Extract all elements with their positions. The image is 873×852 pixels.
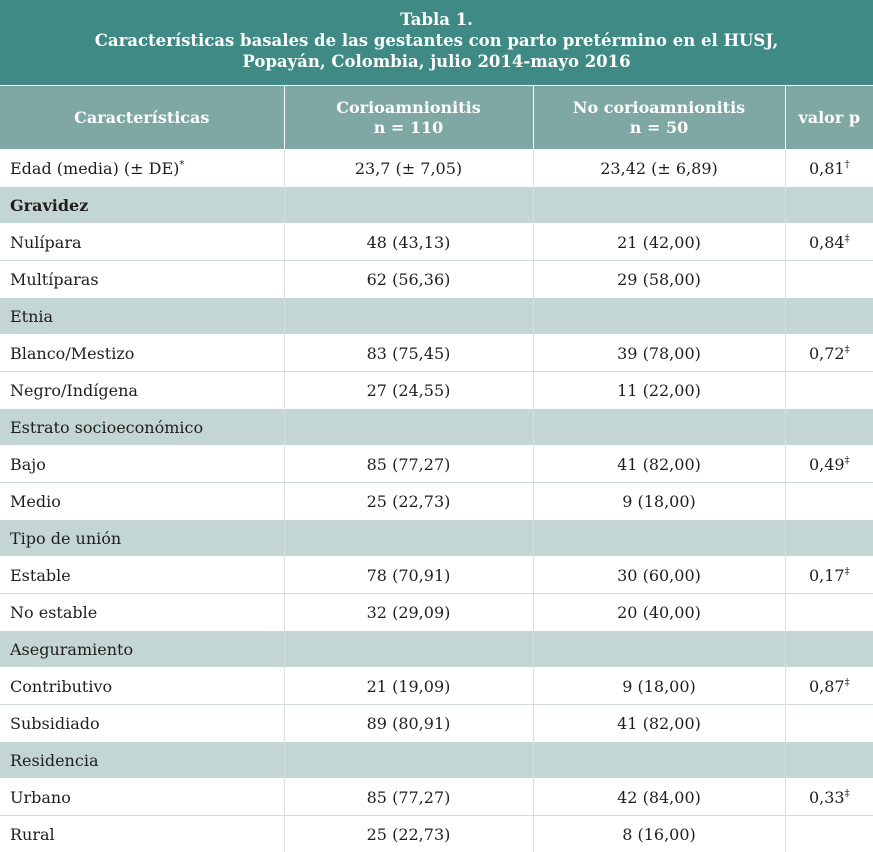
- row-label: Contributivo: [0, 668, 284, 705]
- cell-no-chorioamnionitis: 39 (78,00): [533, 335, 785, 372]
- header-no-chorioamnionitis-label: No corioamnionitis: [534, 98, 785, 118]
- footnote-mark: ‡: [845, 566, 850, 577]
- group-label: Aseguramiento: [0, 631, 284, 668]
- cell-no-chorioamnionitis: 8 (16,00): [533, 816, 785, 852]
- cell-no-chorioamnionitis: 30 (60,00): [533, 557, 785, 594]
- group-label: Gravidez: [0, 187, 284, 224]
- cell-chorioamnionitis: 89 (80,91): [284, 705, 533, 742]
- row-label: Nulípara: [0, 224, 284, 261]
- cell-p-value: 0,72‡: [785, 335, 873, 372]
- table-row-blanco: [0, 335, 873, 372]
- row-label: Bajo: [0, 446, 284, 483]
- group-label: Etnia: [0, 298, 284, 335]
- footnote-mark: ‡: [845, 455, 850, 466]
- cell-chorioamnionitis: 21 (19,09): [284, 668, 533, 705]
- row-label: Subsidiado: [0, 705, 284, 742]
- table-row-rural: [0, 816, 873, 852]
- table-row-medio: [0, 483, 873, 520]
- row-label: Urbano: [0, 779, 284, 816]
- group-row-gravidez: [0, 187, 873, 224]
- table-row-nulipara: [0, 224, 873, 261]
- header-no-chorioamnionitis: [533, 86, 785, 150]
- group-row-estrato: [0, 409, 873, 446]
- cell-chorioamnionitis: 32 (29,09): [284, 594, 533, 631]
- group-row-residencia: [0, 742, 873, 779]
- cell-chorioamnionitis: 25 (22,73): [284, 483, 533, 520]
- cell-p-value: [785, 372, 873, 409]
- cell-p-value: [785, 816, 873, 852]
- footnote-mark: †: [845, 159, 850, 170]
- cell-no-chorioamnionitis: 9 (18,00): [533, 483, 785, 520]
- table-title-line-2: Popayán, Colombia, julio 2014-mayo 2016: [0, 51, 873, 72]
- cell-p-value: [785, 705, 873, 742]
- table-row-contributivo: [0, 668, 873, 705]
- header-row: [0, 86, 873, 150]
- cell-p-value: [785, 594, 873, 631]
- group-label: Residencia: [0, 742, 284, 779]
- cell-no-chorioamnionitis: 11 (22,00): [533, 372, 785, 409]
- header-no-chorioamnionitis-n: n = 50: [534, 118, 785, 138]
- row-label: Rural: [0, 816, 284, 852]
- cell-no-chorioamnionitis: 9 (18,00): [533, 668, 785, 705]
- cell-no-chorioamnionitis: 42 (84,00): [533, 779, 785, 816]
- table-row-urbano: [0, 779, 873, 816]
- cell-no-chorioamnionitis: 23,42 (± 6,89): [533, 150, 785, 187]
- cell-p-value: [785, 483, 873, 520]
- cell-no-chorioamnionitis: 41 (82,00): [533, 446, 785, 483]
- row-label: Negro/Indígena: [0, 372, 284, 409]
- footnote-mark: *: [179, 159, 184, 170]
- cell-no-chorioamnionitis: 20 (40,00): [533, 594, 785, 631]
- cell-chorioamnionitis: 62 (56,36): [284, 261, 533, 298]
- cell-no-chorioamnionitis: 21 (42,00): [533, 224, 785, 261]
- table-row-negro: [0, 372, 873, 409]
- footnote-mark: ‡: [845, 677, 850, 688]
- cell-p-value: 0,84‡: [785, 224, 873, 261]
- group-label: Estrato socioeconómico: [0, 409, 284, 446]
- row-label: Multíparas: [0, 261, 284, 298]
- row-label: Medio: [0, 483, 284, 520]
- cell-no-chorioamnionitis: 29 (58,00): [533, 261, 785, 298]
- table-title-line-1: Características basales de las gestantes con parto pretérmino en el HUSJ,: [0, 30, 873, 51]
- cell-chorioamnionitis: 85 (77,27): [284, 779, 533, 816]
- cell-p-value: [785, 261, 873, 298]
- cell-chorioamnionitis: 48 (43,13): [284, 224, 533, 261]
- cell-p-value: 0,33‡: [785, 779, 873, 816]
- footnote-mark: ‡: [845, 233, 850, 244]
- cell-p-value: 0,17‡: [785, 557, 873, 594]
- footnote-mark: ‡: [845, 788, 850, 799]
- header-chorioamnionitis: [284, 86, 533, 150]
- table-title: [0, 0, 873, 86]
- cell-chorioamnionitis: 85 (77,27): [284, 446, 533, 483]
- cell-chorioamnionitis: 25 (22,73): [284, 816, 533, 852]
- row-label: Estable: [0, 557, 284, 594]
- row-label: Edad (media) (± DE)*: [0, 150, 284, 187]
- cell-p-value: 0,49‡: [785, 446, 873, 483]
- header-p-value: valor p: [785, 86, 873, 150]
- table-row-edad: [0, 150, 873, 187]
- characteristics-table: [0, 86, 873, 852]
- table-row-estable: [0, 557, 873, 594]
- cell-chorioamnionitis: 27 (24,55): [284, 372, 533, 409]
- cell-no-chorioamnionitis: 41 (82,00): [533, 705, 785, 742]
- cell-chorioamnionitis: 23,7 (± 7,05): [284, 150, 533, 187]
- header-chorioamnionitis-label: Corioamnionitis: [285, 98, 533, 118]
- table-row-subsidiado: [0, 705, 873, 742]
- row-label: Blanco/Mestizo: [0, 335, 284, 372]
- footnote-mark: ‡: [845, 344, 850, 355]
- header-characteristics: Características: [0, 86, 284, 150]
- cell-chorioamnionitis: 78 (70,91): [284, 557, 533, 594]
- group-row-aseguramiento: [0, 631, 873, 668]
- table-row-no-estable: [0, 594, 873, 631]
- group-row-etnia: [0, 298, 873, 335]
- table-number: Tabla 1.: [0, 9, 873, 30]
- table-row-multiparas: [0, 261, 873, 298]
- row-label: No estable: [0, 594, 284, 631]
- cell-chorioamnionitis: 83 (75,45): [284, 335, 533, 372]
- header-chorioamnionitis-n: n = 110: [285, 118, 533, 138]
- cell-p-value: 0,87‡: [785, 668, 873, 705]
- group-row-union: [0, 520, 873, 557]
- group-label: Tipo de unión: [0, 520, 284, 557]
- table-row-bajo: [0, 446, 873, 483]
- cell-p-value: 0,81†: [785, 150, 873, 187]
